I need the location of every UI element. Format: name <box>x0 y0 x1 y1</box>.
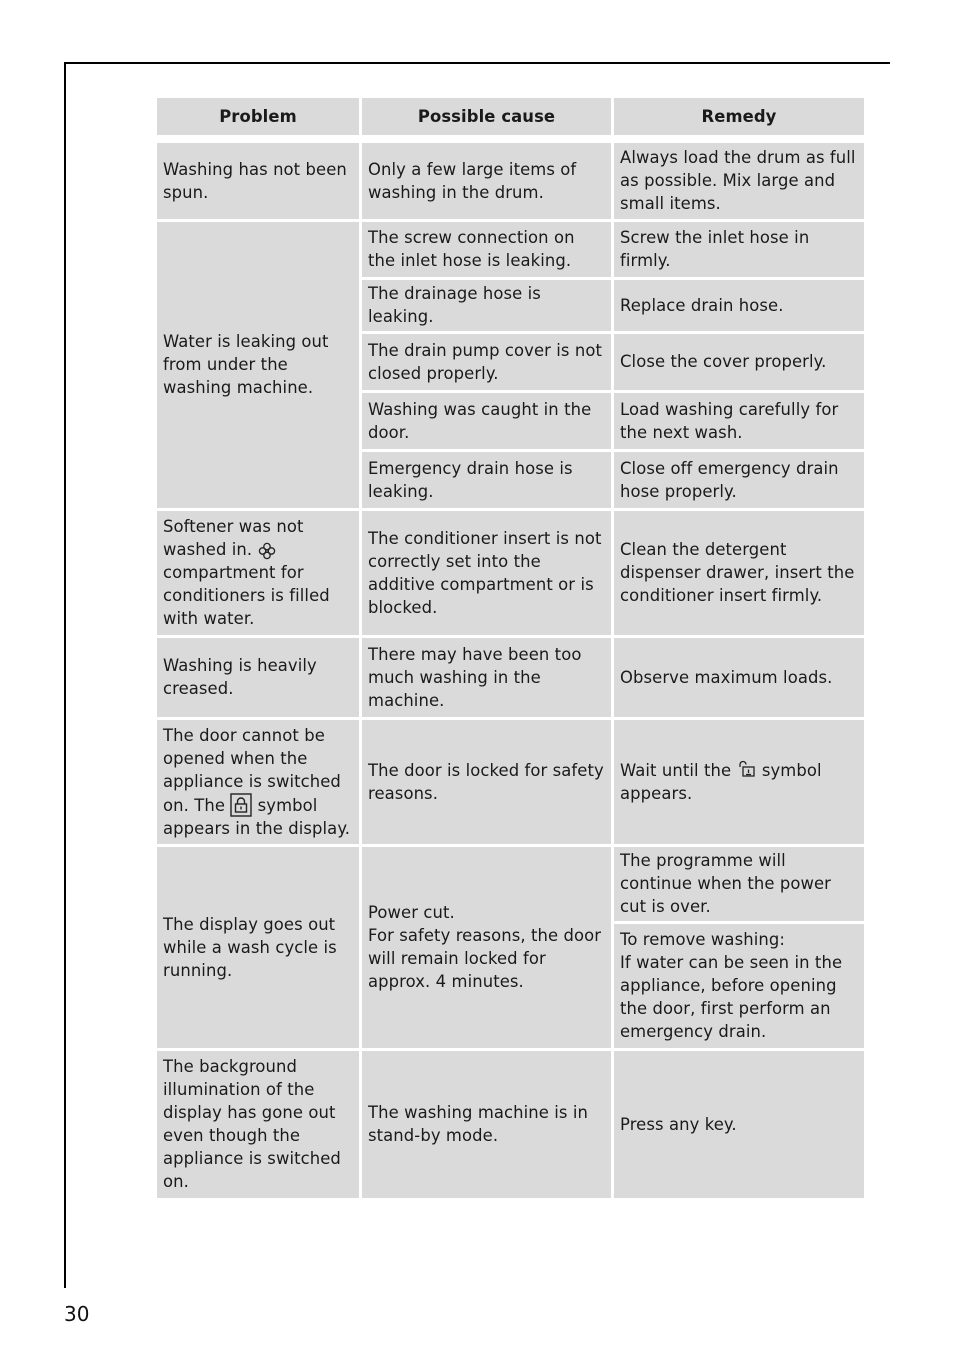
top-rule <box>64 62 890 64</box>
page-number: 30 <box>64 1302 90 1326</box>
remedy-cell: Close the cover properly. <box>613 333 866 392</box>
door-unlocked-icon <box>737 760 757 778</box>
cause-cell: The conditioner insert is not correctly set into the additive compartment or is blocked. <box>361 510 613 637</box>
header-remedy: Remedy <box>613 97 866 137</box>
problem-text-b: symbol appears in the display. <box>163 795 351 838</box>
cause-cell: Washing was caught in the door. <box>361 392 613 451</box>
left-rule <box>64 62 66 1288</box>
remedy-cell: The programme will continue when the power cut is over. <box>613 846 866 923</box>
remedy-cell: Close off emergency drain hose properly. <box>613 451 866 510</box>
header-problem: Problem <box>156 97 361 137</box>
table-row <box>156 637 866 719</box>
cause-cell: Emergency drain hose is leaking. <box>361 451 613 510</box>
problem-cell: Water is leaking out from under the washing machine. <box>156 221 361 510</box>
header-possible-cause: Possible cause <box>361 97 613 137</box>
remedy-cell: Always load the drum as full as possible. Mix large and small items. <box>613 142 866 221</box>
cause-cell: There may have been too much washing in the machine. <box>361 637 613 719</box>
table-row <box>156 719 866 846</box>
remedy-cell: Replace drain hose. <box>613 279 866 333</box>
cause-cell: Only a few large items of washing in the drum. <box>361 142 613 221</box>
remedy-cell: Clean the detergent dispenser drawer, insert the conditioner insert firmly. <box>613 510 866 637</box>
cause-line-1: Power cut. <box>368 903 455 922</box>
flower-softener-icon <box>258 542 276 560</box>
door-locked-icon <box>230 793 252 817</box>
cause-cell: The drain pump cover is not closed properly. <box>361 333 613 392</box>
problem-text-b: compartment for conditioners is filled with water. <box>163 563 330 628</box>
cause-line-2: For safety reasons, the door will remain locked for approx. 4 minutes. <box>368 926 602 991</box>
cause-cell: The washing machine is in stand-by mode. <box>361 1050 613 1200</box>
remedy-cell <box>613 719 866 846</box>
remedy-line-1: To remove washing: <box>620 930 785 949</box>
remedy-cell: Screw the inlet hose in firmly. <box>613 221 866 279</box>
problem-cell <box>156 719 361 846</box>
remedy-cell <box>613 923 866 1050</box>
problem-text-a: Softener was not washed in. <box>163 517 304 559</box>
troubleshooting-table <box>154 95 867 1201</box>
problem-cell: The display goes out while a wash cycle is running. <box>156 846 361 1050</box>
table-row <box>156 221 866 279</box>
table-row <box>156 1050 866 1200</box>
table-row <box>156 510 866 637</box>
remedy-line-2: If water can be seen in the appliance, before opening the door, first perform an emergency drain. <box>620 953 843 1041</box>
remedy-text-b: symbol appears. <box>620 760 822 803</box>
problem-text-a: The door cannot be opened when the appliance is switched on. The <box>163 725 341 815</box>
cause-cell: The drainage hose is leaking. <box>361 279 613 333</box>
header-row <box>156 97 866 137</box>
problem-cell: The background illumination of the display has gone out even though the appliance is switched on. <box>156 1050 361 1200</box>
problem-cell: Washing has not been spun. <box>156 142 361 221</box>
table-row <box>156 142 866 221</box>
problem-cell <box>156 510 361 637</box>
remedy-text-a: Wait until the <box>620 760 732 780</box>
remedy-cell: Press any key. <box>613 1050 866 1200</box>
problem-cell: Washing is heavily creased. <box>156 637 361 719</box>
table-row <box>156 846 866 923</box>
cause-cell <box>361 846 613 1050</box>
remedy-cell: Observe maximum loads. <box>613 637 866 719</box>
remedy-cell: Load washing carefully for the next wash. <box>613 392 866 451</box>
cause-cell: The screw connection on the inlet hose is leaking. <box>361 221 613 279</box>
cause-cell: The door is locked for safety reasons. <box>361 719 613 846</box>
